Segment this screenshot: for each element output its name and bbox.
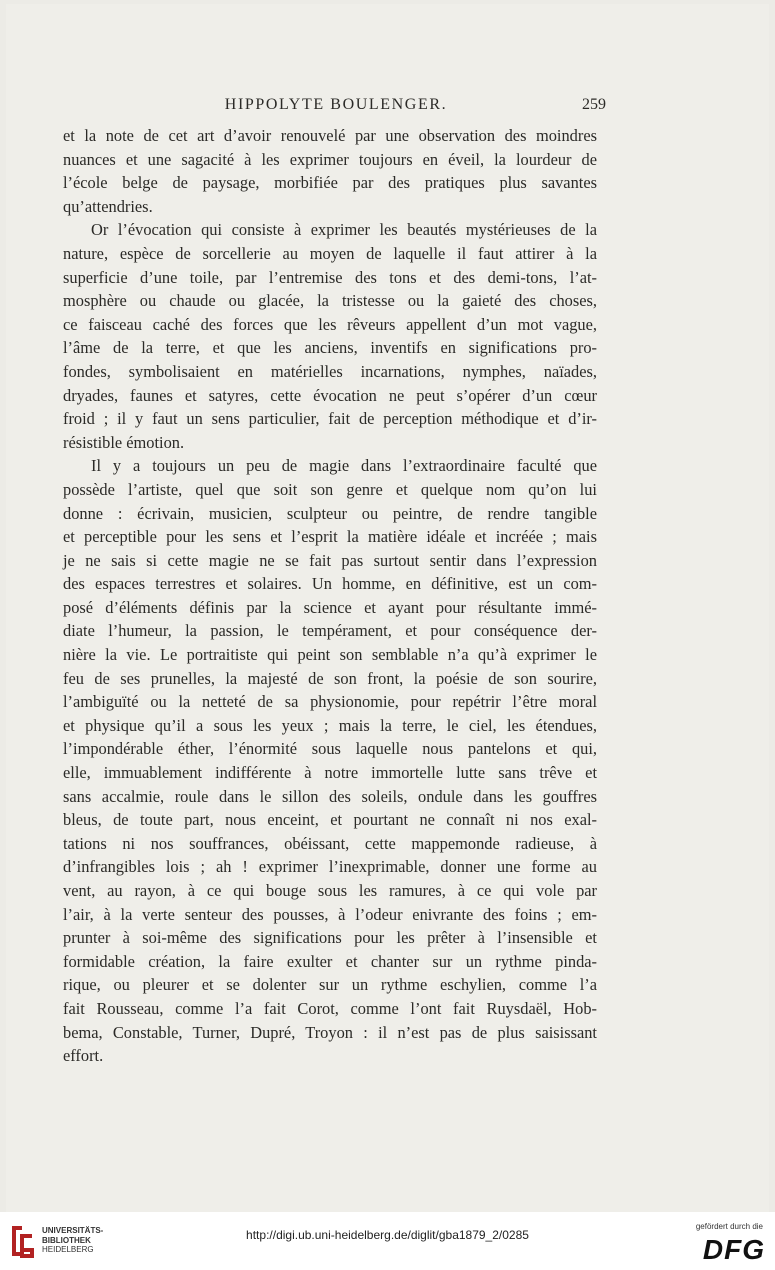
- text-line: bema, Constable, Turner, Dupré, Troyon : il n’est pas de plus saisissant: [63, 1022, 597, 1042]
- footer-strip: [0, 1212, 775, 1270]
- text-line: effort.: [63, 1046, 104, 1066]
- text-line: d’infrangibles lois ; ah ! exprimer l’inexprimable, donner une forme au: [63, 857, 597, 877]
- text-line: rique, ou pleurer et se dolenter sur un rythme eschylien, comme l’a: [63, 975, 597, 995]
- text-line: des espaces terrestres et solaires. Un homme, en définitive, est un com-: [63, 574, 597, 594]
- text-line: nuances et une sagacité à les exprimer toujours en éveil, la lourdeur de: [63, 149, 597, 169]
- text-line: prunter à soi-même des significations pour les prêter à l’insensible et: [63, 928, 597, 948]
- text-line: l’impondérable éther, l’énormité sous laquelle nous pantelons et qui,: [63, 739, 597, 759]
- sponsor-caption: gefördert durch die: [695, 1222, 763, 1231]
- text-line: Il y a toujours un peu de magie dans l’extraordinaire faculté que: [91, 456, 597, 476]
- page-number: 259: [582, 96, 606, 113]
- text-line: résistible émotion.: [63, 432, 185, 452]
- text-line: elle, immuablement indifférente à notre immortelle lutte sans trêve et: [63, 763, 597, 783]
- text-line: vent, au rayon, à ce qui bouge sous les ramures, à ce qui vole par: [63, 881, 597, 900]
- text-line: sans accalmie, roule dans le sillon des soleils, ondule dans les gouffres: [63, 786, 597, 806]
- running-title: HIPPOLYTE BOULENGER.: [224, 96, 448, 113]
- text-line: nature, espèce de sorcellerie au moyen de laquelle il faut attirer à la: [63, 243, 597, 263]
- text-line: fait Rousseau, comme l’a fait Corot, comme l’ont fait Ruysdaël, Hob-: [63, 998, 597, 1018]
- text-line: l’ambiguïté ou la netteté de sa physionomie, pour repétrir l’être moral: [63, 692, 597, 712]
- dfg-logo: DFG: [702, 1234, 765, 1265]
- text-line: donne : écrivain, musicien, sculpteur ou peintre, de rendre tangible: [63, 503, 597, 523]
- text-line: l’âme de la terre, et que les anciens, inventifs en significations pro-: [63, 338, 597, 358]
- text-line: ce faisceau caché des forces que les rêveurs appellent d’un mot vague,: [63, 314, 597, 334]
- text-line: Or l’évocation qui consiste à exprimer les beautés mystérieuses de la: [91, 220, 597, 240]
- text-line: et la note de cet art d’avoir renouvelé par une observation des moindres: [63, 126, 597, 145]
- library-name-line1: UNIVERSITÄTS-: [42, 1226, 104, 1235]
- text-line: diate l’humeur, la passion, le tempérament, et pour conséquence der-: [63, 621, 597, 641]
- text-line: et physique qu’il a sous les yeux ; mais la terre, le ciel, les étendues,: [63, 715, 597, 735]
- text-line: l’école belge de paysage, morbifiée par des pratiques plus savantes: [63, 173, 597, 193]
- text-line: tations ni nos souffrances, obéissant, cette mappemonde radieuse, à: [63, 833, 597, 853]
- text-line: je ne sais si cette magie ne se fait pas surtout sentir dans l’expression: [63, 550, 597, 570]
- text-line: posé d’éléments définis par la science et ayant pour résultante immé-: [63, 597, 597, 617]
- library-name-line2: BIBLIOTHEK: [42, 1235, 91, 1245]
- text-line: bleus, de toute part, nous enceint, et pourtant ne connaît ni nos exal-: [63, 810, 597, 830]
- text-line: feu de ses prunelles, la majesté de son front, la poésie de son sourire,: [63, 668, 597, 688]
- text-line: mosphère ou chaude ou glacée, la tristesse ou la gaieté des choses,: [63, 291, 597, 311]
- text-line: dryades, faunes et satyres, cette évocation ne peut s’opérer d’un cœur: [63, 385, 597, 405]
- body-text: [63, 124, 597, 1068]
- text-line: formidable création, la faire exulter et chanter sur un rythme pinda-: [63, 951, 597, 971]
- text-line: froid ; il y faut un sens particulier, fait de perception méthodique et d’ir-: [63, 409, 597, 429]
- running-head: [66, 96, 606, 118]
- text-line: qu’attendries.: [63, 196, 153, 216]
- text-line: et perceptible pour les sens et l’esprit la matière idéale et incréée ; mais: [63, 527, 597, 547]
- text-line: fondes, symbolisaient en matérielles incarnations, nymphes, naïades,: [63, 361, 597, 381]
- text-line: l’air, à la verte senteur des pousses, à l’odeur enivrante des foins ; em-: [63, 904, 597, 924]
- library-name-line3: HEIDELBERG: [42, 1245, 94, 1254]
- text-line: superficie d’une toile, par l’entremise des tons et des demi-tons, l’at-: [63, 267, 597, 287]
- permalink-url[interactable]: http://digi.ub.uni-heidelberg.de/diglit/gba1879_2/0285: [246, 1228, 529, 1242]
- text-line: nière la vie. Le portraitiste qui peint son semblable n’a qu’à exprimer le: [63, 645, 597, 665]
- text-line: possède l’artiste, quel que soit son genre et quelque nom qu’on lui: [63, 479, 597, 499]
